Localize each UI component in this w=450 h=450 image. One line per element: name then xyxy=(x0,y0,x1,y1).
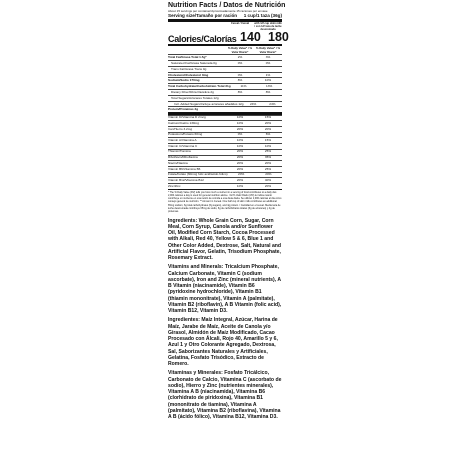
vitamin-table xyxy=(168,115,282,189)
row-dv-cereal: 20% xyxy=(236,160,244,165)
ingredients-es-label: Ingredientes: xyxy=(168,317,200,324)
table-row xyxy=(168,101,282,107)
calories-cereal: 140 xyxy=(240,30,261,45)
ingredients-en xyxy=(168,218,282,262)
table-row xyxy=(168,115,282,121)
row-dv-cereal: 10% xyxy=(236,120,244,125)
ingredients-es xyxy=(168,317,282,367)
row-dv-cereal: 20% xyxy=(236,149,244,154)
vitamins-es-text: Fosfato Tricálcico, Carbonato de Calcio, Vitamina C (ascorbato de sodio), Hierro y Zinc (nutrientes minerales), Vitamina A B (niacinamida), Vitamina B6 (clorhidrato de piridoxina), Vitamina B1 (mononitrato de tiamina), Vitamina A (palmitato), Vitamina B2 (riboflavina), Vitamina A B (ácido fólico), Vitamina B12, Vitamina D3. xyxy=(168,370,282,421)
row-name: Trans Fat/Grasa Trans 0g xyxy=(171,66,207,71)
row-name: Saturated Fat/Grasa Saturada 0g xyxy=(171,61,217,65)
table-row xyxy=(168,155,282,161)
row-name: Thiamin/Tiamina xyxy=(168,149,191,154)
serving-size-value: 1 cup/1 taza (36g) xyxy=(243,13,282,19)
vitamins-es xyxy=(168,370,282,420)
row-dv-milk: 6% xyxy=(265,132,271,137)
ingredients-block xyxy=(168,213,282,421)
label-title: Nutrition Facts / Datos de Nutrición xyxy=(168,2,286,9)
row-dv-milk: 25% xyxy=(264,166,272,171)
row-dv-milk: 20% xyxy=(264,160,272,165)
row-dv-cereal: 24% xyxy=(250,101,257,106)
table-row xyxy=(168,132,282,138)
ingredients-en-label: Ingredients: xyxy=(168,217,198,224)
row-dv-milk: 20% xyxy=(264,126,272,131)
row-dv-milk: 40% xyxy=(264,177,272,182)
table-row xyxy=(168,72,282,78)
row-dv-cereal: 10% xyxy=(236,137,244,142)
row-dv-cereal: 8% xyxy=(237,78,243,83)
table-row xyxy=(168,83,282,89)
row-name: Total Fat/Grasa Total 1.5g* xyxy=(168,55,207,60)
col-cereal-head: Cereal / Cereal xyxy=(230,22,250,26)
calories-row xyxy=(168,30,289,45)
vitamins-en-text: Tricalcium Phosphate, Calcium Carbonate, Vitamin C (sodium ascorbate), Iron and Zinc (mineral nutrients), A B Vitamin (niacinamide), Vitamin B6 (pyridoxine hydrochloride), Vitamin B1 (thiamin mononitrate), Vitamin A (palmitate), Vitamin B2 (riboflavin), A B Vitamin (folic acid), Vitamin B12, Vitamin D3. xyxy=(168,264,282,315)
table-row xyxy=(168,177,282,183)
row-name: Calcium/Calcio 130mg xyxy=(168,120,199,125)
row-dv-milk: 1% xyxy=(265,72,271,77)
row-name: Zinc/Zinc xyxy=(168,183,181,188)
row-dv-cereal: 20% xyxy=(236,166,244,171)
row-name: Sodium/Sodio 170mg xyxy=(168,78,200,83)
table-row xyxy=(168,160,282,166)
ingredients-en-text: Whole Grain Corn, Sugar, Corn Meal, Corn Syrup, Canola and/or Sunflower Oil, Modified Corn Starch, Cocoa Processed with Alkali, Red 40, Yellow 5 & 6, Blue 1 and Other Color Added, Dextrose, Salt, Natural and Artificial Flavor, Gelatin, Trisodium Phosphate, Rosemary Extract. xyxy=(168,217,282,262)
row-dv-milk: 24% xyxy=(269,101,276,106)
row-dv-cereal: 0% xyxy=(237,61,243,65)
row-dv-cereal: 0% xyxy=(237,132,243,137)
table-row xyxy=(168,183,282,189)
table-row xyxy=(168,60,282,66)
calories-label: Calories/Calorías xyxy=(168,34,237,45)
row-dv-milk: 10% xyxy=(264,78,272,83)
row-dv-milk: 15% xyxy=(264,137,272,142)
vitamins-en-label: Vitamins and Minerals: xyxy=(168,264,224,271)
row-name: Folate/Folato (60mcg folic acid/ácido fólico) xyxy=(168,172,228,177)
row-dv-milk: 13% xyxy=(266,84,273,89)
row-dv-cereal: 8% xyxy=(237,89,243,94)
row-name: Vitamin C/Vitamina C xyxy=(168,143,198,148)
col-milk-head: with 1/2 cup skim milk / con 1/2 taza de leche descremada xyxy=(254,22,282,32)
row-dv-cereal: 2% xyxy=(237,55,243,60)
row-name: Cholesterol/Colesterol 0mg xyxy=(168,72,209,77)
row-dv-milk: 35% xyxy=(264,155,272,160)
row-dv-milk: 25% xyxy=(264,149,272,154)
vitamins-es-label: Vitaminas y Minerales: xyxy=(168,370,223,377)
row-dv-cereal: 20% xyxy=(236,155,244,160)
row-dv-milk: 20% xyxy=(264,120,272,125)
dv-head-milk: % Daily Value* / % Valor Diario* xyxy=(256,46,280,55)
row-dv-cereal: 20% xyxy=(236,177,244,182)
row-name: Incl. Added Sugars/Incluye azúcares añadidos 12g xyxy=(174,101,244,106)
row-dv-cereal: 11% xyxy=(240,84,247,89)
row-dv-milk: 10% xyxy=(264,143,272,148)
row-dv-milk: 0% xyxy=(265,61,271,65)
table-row xyxy=(168,143,282,149)
row-dv-milk: 15% xyxy=(264,115,272,120)
row-dv-milk: 3% xyxy=(265,55,271,60)
table-row xyxy=(168,77,282,83)
row-dv-milk: 8% xyxy=(265,89,271,94)
row-name: Protein/Proteínas 2g xyxy=(168,107,199,112)
row-name: Vitamin B12/Vitamina B12 xyxy=(168,177,204,182)
column-headers xyxy=(168,22,282,31)
calories-with-milk: 180 xyxy=(268,30,289,45)
table-row xyxy=(168,120,282,126)
table-row xyxy=(168,137,282,143)
ingredients-es-text: Maíz Integral, Azúcar, Harina de Maíz, Jarabe de Maíz, Aceite de Canola y/o Girasol, Almidón de Maíz Modificado, Cacao Procesado con Álcali, Rojo 40, Amarillo 5 y 6, Azul 1 y Otro Colorante Agregado, Dextrosa, Sal, Saborizantes Naturales y Artificiales, Gelatina, Fosfato Trisódico, Extracto de Romero. xyxy=(168,317,278,368)
nutrition-label xyxy=(168,2,289,423)
table-row xyxy=(168,149,282,155)
row-dv-milk: 20% xyxy=(264,183,272,188)
row-dv-cereal: 20% xyxy=(236,126,244,131)
row-name: Niacin/Niacina xyxy=(168,160,188,165)
row-dv-cereal: 10% xyxy=(236,143,244,148)
table-row xyxy=(168,54,282,60)
serving-size-row xyxy=(168,13,282,19)
row-name: Iron/Hierro 3.2mg xyxy=(168,126,193,131)
nutrient-table xyxy=(168,54,282,112)
daily-value-header xyxy=(168,46,282,54)
table-row xyxy=(168,172,282,178)
row-dv-milk: 20% xyxy=(265,172,272,177)
dv-head-cereal: % Daily Value* / % Valor Diario* xyxy=(228,46,252,55)
row-name: Vitamin B6/Vitamina B6 xyxy=(168,166,201,171)
table-row xyxy=(168,126,282,132)
servings-per-container: About 15 servings per container/Aproximadamente 15 raciones por envase xyxy=(168,9,268,13)
row-dv-cereal: 10% xyxy=(236,183,244,188)
footnote: * The % Daily Value (DV) tells you how much a nutrient in a serving of food contributes to a daily diet. 2,000 calories a day is used for general nutrition advice. / El % Valor Diario (VD) le indica cuánto contribuye un nutriente en una ración de comida a una dieta diaria. Se utilizan 2,000 calorías al día como consejo general de nutrición. ** Amount in Cereal. One half cup of skim milk contributes an additional 65mg sodium, 6g total carbohydrates (6g sugars), and 4g protein. / Cantidad en el cereal. Media taza de leche descremada contribuye 65mg de sodio, 6g de carbohidratos totales (6g de azúcares) y 4g de proteínas. xyxy=(168,191,282,213)
table-row xyxy=(168,166,282,172)
row-name: Riboflavin/Riboflavina xyxy=(168,155,198,160)
row-name: Total Carbohydrate/Carbohidrato Total 31g xyxy=(168,84,231,89)
row-name: Vitamin A/Vitamina A xyxy=(168,137,197,142)
vitamins-en xyxy=(168,264,282,314)
row-name: Total Sugars/Azúcares Totales 12g xyxy=(171,95,219,100)
row-name: Dietary Fiber/Fibra Dietética 2g xyxy=(171,89,214,94)
row-dv-cereal: 20% xyxy=(238,172,245,177)
serving-size-label: Serving size/Tamaño por ración xyxy=(168,13,238,19)
table-row xyxy=(168,89,282,95)
row-dv-cereal: 0% xyxy=(237,72,243,77)
row-name: Potassium/Potasio 60mg xyxy=(168,132,203,137)
row-dv-cereal: 10% xyxy=(236,115,244,120)
row-name: Vitamin D/Vitamina D 2mcg xyxy=(168,115,206,120)
